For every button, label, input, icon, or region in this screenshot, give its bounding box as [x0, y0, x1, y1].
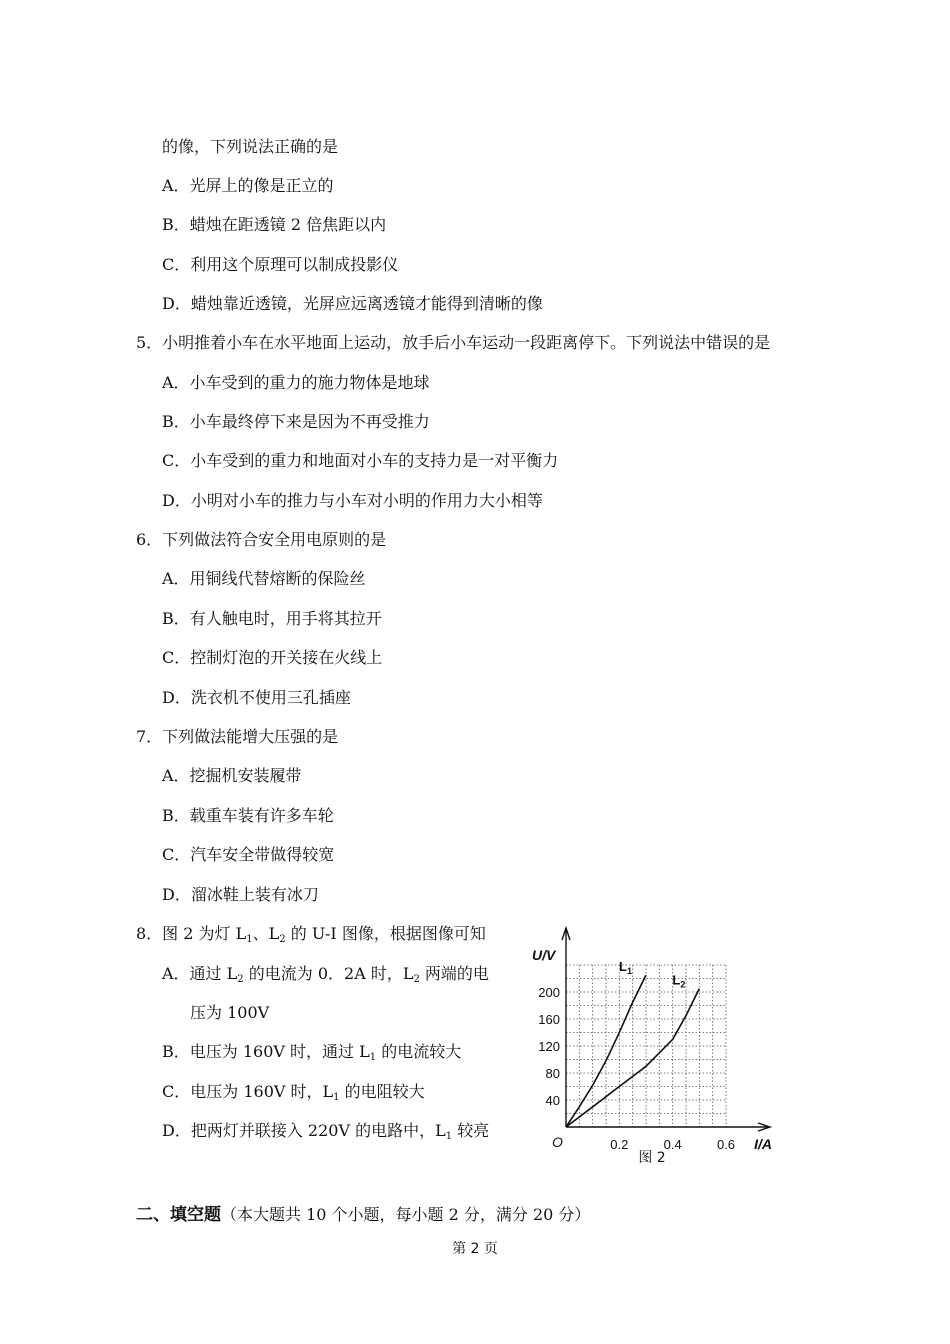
q8-option-a: A．通过 $L_2$ 的电流为 0．2A 时，$L_2$ 两端的电 [162, 964, 489, 985]
q5-option-d: D．小明对小车的推力与小车对小明的作用力大小相等 [162, 491, 543, 510]
q5-option-c: C．小车受到的重力和地面对小车的支持力是一对平衡力 [162, 451, 559, 470]
section-2-title: 二、填空题 [136, 1205, 221, 1225]
series-label-l2: $L_2$ [672, 972, 686, 990]
q8-stem: 8．图 2 为灯 $L_1$、$L_2$ 的 U-I 图像，根据图像可知 [136, 924, 486, 945]
section-2-note: （本大题共 10 个小题，每小题 2 分，满分 20 分） [221, 1205, 591, 1224]
y-tick-label: 160 [538, 1012, 560, 1027]
chart-y-axis-label: U/V [532, 947, 556, 963]
q7-option-c: C．汽车安全带做得较宽 [162, 845, 335, 864]
x-tick-label: 0.4 [663, 1137, 682, 1152]
y-tick-label: 200 [538, 985, 560, 1000]
q6-option-a: A．用铜线代替熔断的保险丝 [162, 569, 366, 588]
q8-option-c: C．电压为 160V 时，$L_1$ 的电阻较大 [162, 1082, 425, 1103]
q4-stem-continuation: 的像，下列说法正确的是 [162, 137, 339, 156]
chart-x-axis-label: I/A [754, 1136, 772, 1152]
q4-option-b: B．蜡烛在距透镜 2 倍焦距以内 [162, 215, 387, 234]
q7-stem: 7．下列做法能增大压强的是 [136, 727, 339, 746]
x-tick-label: 0.6 [716, 1137, 736, 1152]
q4-option-a: A．光屏上的像是正立的 [162, 176, 334, 195]
chart-axes [562, 928, 770, 1131]
y-tick-label: 80 [545, 1066, 560, 1081]
q4-option-d: D．蜡烛靠近透镜，光屏应远离透镜才能得到清晰的像 [162, 294, 543, 313]
q5-option-a: A．小车受到的重力的施力物体是地球 [162, 373, 430, 392]
q8-option-b: B．电压为 160V 时，通过 $L_1$ 的电流较大 [162, 1042, 462, 1063]
q6-option-d: D．洗衣机不使用三孔插座 [162, 688, 351, 707]
q4-option-c: C．利用这个原理可以制成投影仪 [162, 255, 399, 274]
q7-option-b: B．载重车装有许多车轮 [162, 806, 334, 825]
chart-origin-label: O [552, 1134, 563, 1150]
q8-option-a-continuation: 压为 100V [190, 1003, 270, 1022]
q6-stem: 6．下列做法符合安全用电原则的是 [136, 530, 387, 549]
chart-grid [566, 965, 726, 1127]
q5-stem: 5．小明推着小车在水平地面上运动，放手后小车运动一段距离停下。下列说法中错误的是 [136, 333, 771, 352]
y-tick-label: 120 [538, 1039, 560, 1054]
q6-option-c: C．控制灯泡的开关接在火线上 [162, 648, 383, 667]
q7-option-a: A．挖掘机安装履带 [162, 766, 302, 785]
ui-graph-figure [528, 920, 788, 1170]
q7-option-d: D．溜冰鞋上装有冰刀 [162, 885, 319, 904]
series-label-l1: $L_1$ [619, 959, 632, 977]
page-footer: 第 2 页 [452, 1241, 498, 1257]
x-tick-label: 0.2 [610, 1137, 629, 1152]
q6-option-b: B．有人触电时，用手将其拉开 [162, 609, 382, 628]
q8-option-d: D．把两灯并联接入 220V 的电路中，$L_1$ 较亮 [162, 1121, 490, 1142]
y-tick-label: 40 [545, 1093, 560, 1108]
chart-title: 图 2 [638, 1150, 666, 1166]
q5-option-b: B．小车最终停下来是因为不再受推力 [162, 412, 430, 431]
section-2-heading [136, 1200, 590, 1225]
